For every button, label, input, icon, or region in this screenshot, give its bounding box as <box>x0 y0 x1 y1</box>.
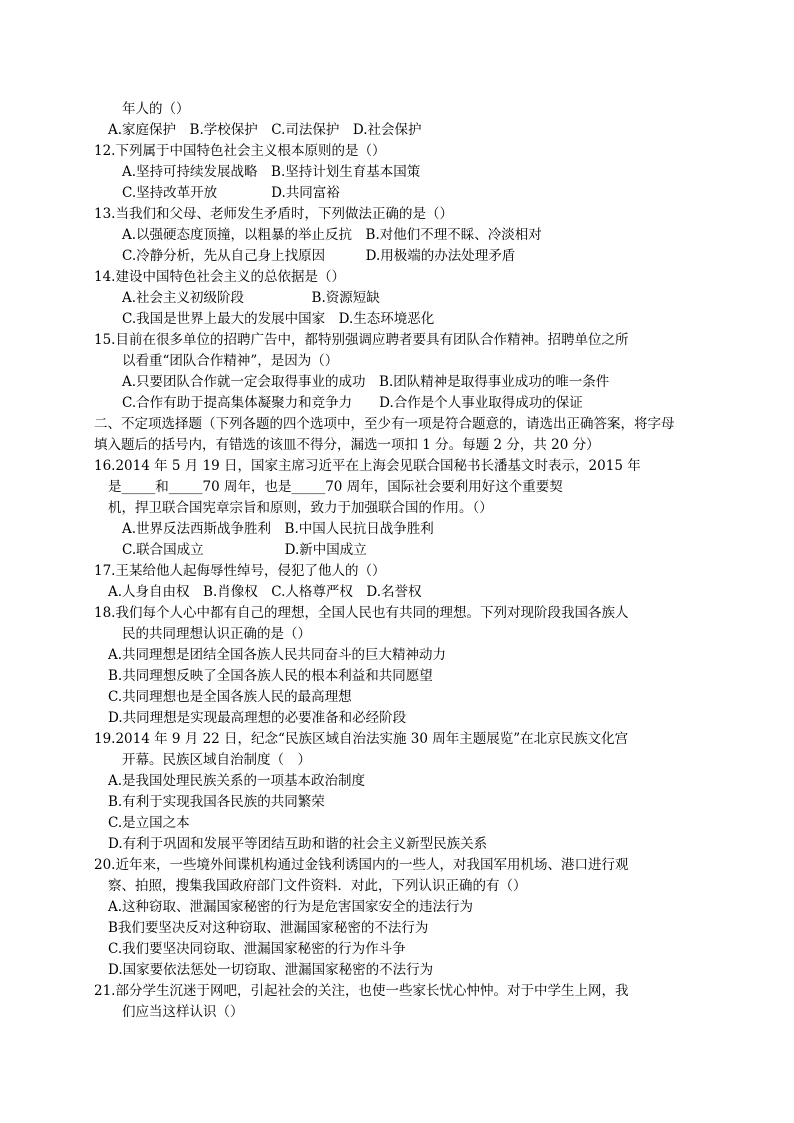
question-19-option-d: D.有利于巩固和发展平等团结互助和谐的社会主义新型民族关系 <box>108 836 488 852</box>
question-15-options-ab: A.只要团队合作就一定会取得事业的成功 B.团队精神是取得事业成功的唯一条件 <box>122 374 610 390</box>
question-16-stem-cont: 是_____和_____70 周年，也是_____70 周年，国际社会要利用好这个重要契 <box>108 479 563 495</box>
question-19-option-a: A.是我国处理民族关系的一项基本政治制度 <box>108 773 366 789</box>
question-15-options-cd: C.合作有助于提高集体凝聚力和竞争力 D.合作是个人事业取得成功的保证 <box>122 395 583 411</box>
question-20-option-b: B我们要坚决反对这种窃取、泄漏国家秘密的不法行为 <box>108 920 429 936</box>
question-11-options: A.家庭保护 B.学校保护 C.司法保护 D.社会保护 <box>108 122 422 138</box>
section-2-instructions: 填入题后的括号内，有错选的该皿不得分，漏选一项扣 1 分。每题 2 分，共 20 分） <box>94 437 600 453</box>
question-14-options-ab: A.社会主义初级阶段 B.资源短缺 <box>122 290 380 306</box>
question-18-stem: 18.我们每个人心中都有自己的理想，全国人民也有共同的理想。下列对现阶段我国各族人 <box>94 605 629 621</box>
question-14-stem: 14.建设中国特色社会主义的总依据是（） <box>94 269 345 285</box>
question-18-option-d: D.共同理想是实现最高理想的必要准备和必经阶段 <box>108 710 407 726</box>
question-17-stem: 17.王某给他人起侮辱性绰号，侵犯了他人的（） <box>94 563 386 579</box>
question-19-option-c: C.是立国之本 <box>108 815 190 831</box>
question-15-stem: 15.目前在很多单位的招聘广告中，都特别强调应聘者要具有团队合作精神。招聘单位之所 <box>94 332 629 348</box>
question-20-stem: 20.近年来，一些境外间谍机构通过金钱利诱国内的一些人，对我国军用机场、港口进行观 <box>94 857 629 873</box>
question-17-options: A.人身自由权 B.肖像权 C.人格尊严权 D.名誉权 <box>108 584 422 600</box>
question-13-options-ab: A.以强硬态度顶撞，以粗暴的举止反抗 B.对他们不理不睬、冷淡相对 <box>122 227 542 243</box>
question-20-option-c: C.我们要坚决同窃取、泄漏国家秘密的行为作斗争 <box>108 941 406 957</box>
question-11-stem-cont: 年人的（） <box>122 101 190 117</box>
question-20-option-d: D.国家要依法惩处一切窃取、泄漏国家秘密的不法行为 <box>108 962 434 978</box>
question-18-stem-cont: 民的共同理想认识正确的是（） <box>122 626 311 642</box>
question-14-options-cd: C.我国是世界上最大的发展中国家 D.生态环境恶化 <box>122 311 435 327</box>
question-13-options-cd: C.冷静分析，先从自己身上找原因 D.用极端的办法处理矛盾 <box>122 248 516 264</box>
question-12-options-ab: A.坚持可持续发展战略 B.坚持计划生育基本国策 <box>122 164 421 180</box>
question-15-stem-cont: 以看重“团队合作精神”，是因为（） <box>122 353 339 369</box>
question-20-stem-cont: 察、拍照，搜集我国政府部门文件资料．对此，下列认识正确的有（） <box>108 878 527 894</box>
question-21-stem-cont: 们应当这样认识（） <box>122 1004 244 1020</box>
question-19-stem-cont: 开幕。民族区域自治制度（ ） <box>122 752 311 768</box>
question-12-stem: 12.下列属于中国特色社会主义根本原则的是（） <box>94 143 386 159</box>
question-12-options-cd: C.坚持改革开放 D.共同富裕 <box>122 185 340 201</box>
question-16-options-ab: A.世界反法西斯战争胜利 B.中国人民抗日战争胜利 <box>122 521 434 537</box>
question-20-option-a: A.这种窃取、泄漏国家秘密的行为是危害国家安全的违法行为 <box>108 899 474 915</box>
question-16-stem-cont-2: 机，捍卫联合国宪章宗旨和原则，致力于加强联合国的作用。（） <box>108 500 493 516</box>
question-18-option-b: B.共同理想反映了全国各族人民的根本利益和共同愿望 <box>108 668 433 684</box>
question-16-stem: 16.2014 年 5 月 19 日，国家主席习近平在上海会见联合国秘书长潘基文时表示，2015 年 <box>94 458 641 474</box>
question-13-stem: 13.当我们和父母、老师发生矛盾时，下列做法正确的是（） <box>94 206 453 222</box>
question-18-option-c: C.共同理想也是全国各族人民的最高理想 <box>108 689 352 705</box>
question-16-options-cd: C.联合国成立 D.新中国成立 <box>122 542 367 558</box>
section-2-heading: 二、不定项选择题（下列各题的四个选项中，至少有一项是符合题意的，请选出正确答案，将字母 <box>94 416 675 432</box>
question-19-option-b: B.有利于实现我国各民族的共同繁荣 <box>108 794 325 810</box>
question-18-option-a: A.共同理想是团结全国各族人民共同奋斗的巨大精神动力 <box>108 647 447 663</box>
question-21-stem: 21.部分学生沉迷于网吧，引起社会的关注，也使一些家长忧心忡忡。对于中学生上网，我 <box>94 983 629 999</box>
question-19-stem: 19.2014 年 9 月 22 日，纪念“民族区域自治法实施 30 周年主题展览”在北京民族文化宫 <box>94 731 629 747</box>
